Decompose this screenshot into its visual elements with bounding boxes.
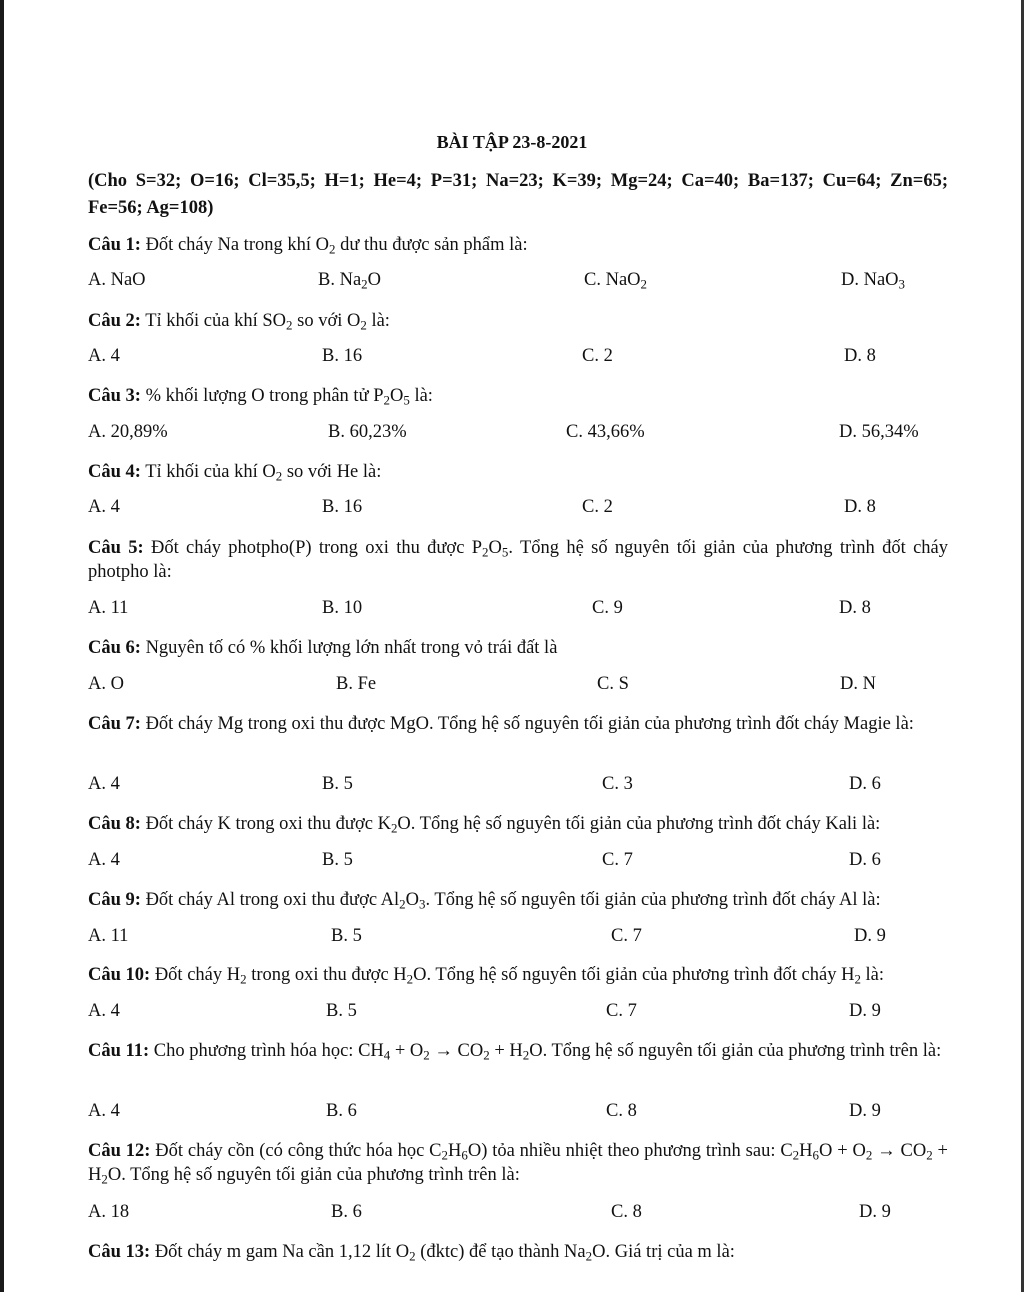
question-text: Đốt cháy Al trong oxi thu được $Al_2O_3$. Tổng hệ số nguyên tối giản của phương trình đốt cháy Al là: xyxy=(140,890,881,912)
question-6 xyxy=(88,636,948,660)
question-text: Đốt cháy cồn (có công thức hóa học $C_2H_6O$) tỏa nhiều nhiệt theo phương trình sau: $C_2H_6O + O_2 \to CO_2 + H_2O$. Tổng hệ số nguyên tối giản của phương trình trên là: xyxy=(88,1141,948,1187)
question-label: Câu 5: xyxy=(88,538,144,558)
question-4-option-d: D. 8 xyxy=(844,497,876,517)
question-text: Đốt cháy Na trong khí $O_2$ dư thu được sản phẩm là: xyxy=(140,235,528,257)
question-12-option-c: C. 8 xyxy=(611,1202,642,1222)
question-11-option-a: A. 4 xyxy=(88,1101,120,1121)
question-1-option-c: C. NaO$_2$ xyxy=(584,270,647,292)
question-12-option-b: B. 6 xyxy=(331,1202,362,1222)
question-8-option-c: C. 7 xyxy=(602,850,633,870)
question-8-option-d: D. 6 xyxy=(849,850,881,870)
question-4-option-b: B. 16 xyxy=(322,497,363,517)
question-11-option-b: B. 6 xyxy=(326,1101,357,1121)
question-7-option-b: B. 5 xyxy=(322,774,353,794)
question-text: Đốt cháy $H_2$ trong oxi thu được $H_2O$. Tổng hệ số nguyên tối giản của phương trình đốt cháy $H_2$ là: xyxy=(150,965,885,987)
question-text: Đốt cháy photpho(P) trong oxi thu được $P_2O_5$. Tổng hệ số nguyên tối giản của phương trình đốt cháy photpho là: xyxy=(88,538,948,582)
question-1-option-a: A. NaO xyxy=(88,270,146,290)
question-4-option-c: C. 2 xyxy=(582,497,613,517)
question-10 xyxy=(88,963,948,987)
question-6-option-a: A. O xyxy=(88,674,124,694)
question-10-option-a: A. 4 xyxy=(88,1001,120,1021)
question-label: Câu 2: xyxy=(88,311,141,331)
question-9 xyxy=(88,888,948,912)
question-7-option-c: C. 3 xyxy=(602,774,633,794)
question-label: Câu 12: xyxy=(88,1141,151,1161)
question-5-option-c: C. 9 xyxy=(592,598,623,618)
question-text: % khối lượng O trong phân tử $P_2O_5$ là: xyxy=(140,386,433,408)
question-8 xyxy=(88,812,948,836)
question-label: Câu 7: xyxy=(88,714,141,734)
question-2-option-a: A. 4 xyxy=(88,346,120,366)
question-2-option-d: D. 8 xyxy=(844,346,876,366)
question-4 xyxy=(88,460,948,484)
question-5 xyxy=(88,536,948,584)
question-7 xyxy=(88,712,948,736)
question-6-option-b: B. Fe xyxy=(336,674,377,694)
question-3 xyxy=(88,384,948,408)
question-text: Đốt cháy Mg trong oxi thu được MgO. Tổng hệ số nguyên tối giản của phương trình đốt cháy Magie là: xyxy=(140,714,914,734)
question-2-option-b: B. 16 xyxy=(322,346,363,366)
question-label: Câu 13: xyxy=(88,1242,151,1262)
question-12 xyxy=(88,1139,948,1187)
question-label: Câu 11: xyxy=(88,1041,150,1061)
question-text: Tỉ khối của khí $SO_2$ so với $O_2$ là: xyxy=(140,311,390,333)
question-3-option-b: B. 60,23% xyxy=(328,422,407,442)
question-label: Câu 4: xyxy=(88,462,141,482)
question-1-option-d: D. NaO$_3$ xyxy=(841,270,906,292)
question-11 xyxy=(88,1039,948,1063)
question-11-option-d: D. 9 xyxy=(849,1101,881,1121)
question-label: Câu 3: xyxy=(88,386,141,406)
question-10-option-d: D. 9 xyxy=(849,1001,881,1021)
question-13 xyxy=(88,1240,948,1264)
question-5-option-d: D. 8 xyxy=(839,598,871,618)
question-12-option-d: D. 9 xyxy=(859,1202,891,1222)
question-text: Đốt cháy K trong oxi thu được $K_2O$. Tổng hệ số nguyên tối giản của phương trình đốt cháy Kali là: xyxy=(140,814,881,836)
page-edge-left xyxy=(0,0,4,1292)
question-9-option-c: C. 7 xyxy=(611,926,642,946)
question-text: Nguyên tố có % khối lượng lớn nhất trong vỏ trái đất là xyxy=(140,638,558,658)
worksheet-title: BÀI TẬP 23-8-2021 xyxy=(436,132,588,152)
question-3-option-c: C. 43,66% xyxy=(566,422,645,442)
question-11-option-c: C. 8 xyxy=(606,1101,637,1121)
question-text: Tỉ khối của khí $O_2$ so với He là: xyxy=(140,462,382,484)
question-1-option-b: B. $Na_2O$ xyxy=(318,270,382,292)
question-9-option-b: B. 5 xyxy=(331,926,362,946)
atomic-masses-note: (Cho S=32; O=16; Cl=35,5; H=1; He=4; P=31; Na=23; K=39; Mg=24; Ca=40; Ba=137; Cu=64; Zn=65; Fe=56; Ag=108) xyxy=(88,171,948,218)
question-label: Câu 8: xyxy=(88,814,141,834)
question-9-option-a: A. 11 xyxy=(88,926,129,946)
question-8-option-b: B. 5 xyxy=(322,850,353,870)
question-7-option-d: D. 6 xyxy=(849,774,881,794)
question-2-option-c: C. 2 xyxy=(582,346,613,366)
question-7-option-a: A. 4 xyxy=(88,774,120,794)
question-text: Cho phương trình hóa học: $CH_4 + O_2 \to CO_2 + H_2O$. Tổng hệ số nguyên tối giản của phương trình trên là: xyxy=(149,1041,942,1063)
question-3-option-d: D. 56,34% xyxy=(839,422,919,442)
question-1 xyxy=(88,233,948,257)
question-label: Câu 9: xyxy=(88,890,141,910)
question-5-option-a: A. 11 xyxy=(88,598,129,618)
question-label: Câu 1: xyxy=(88,235,141,255)
question-label: Câu 10: xyxy=(88,965,151,985)
question-6-option-d: D. N xyxy=(840,674,876,694)
question-3-option-a: A. 20,89% xyxy=(88,422,168,442)
question-5-option-b: B. 10 xyxy=(322,598,363,618)
question-10-option-b: B. 5 xyxy=(326,1001,357,1021)
question-2 xyxy=(88,309,948,333)
question-9-option-d: D. 9 xyxy=(854,926,886,946)
question-4-option-a: A. 4 xyxy=(88,497,120,517)
question-8-option-a: A. 4 xyxy=(88,850,120,870)
question-10-option-c: C. 7 xyxy=(606,1001,637,1021)
question-12-option-a: A. 18 xyxy=(88,1202,130,1222)
question-label: Câu 6: xyxy=(88,638,141,658)
question-6-option-c: C. S xyxy=(597,674,629,694)
question-text: Đốt cháy m gam Na cần 1,12 lít $O_2$ (đktc) để tạo thành $Na_2O$. Giá trị của m là: xyxy=(150,1242,735,1264)
